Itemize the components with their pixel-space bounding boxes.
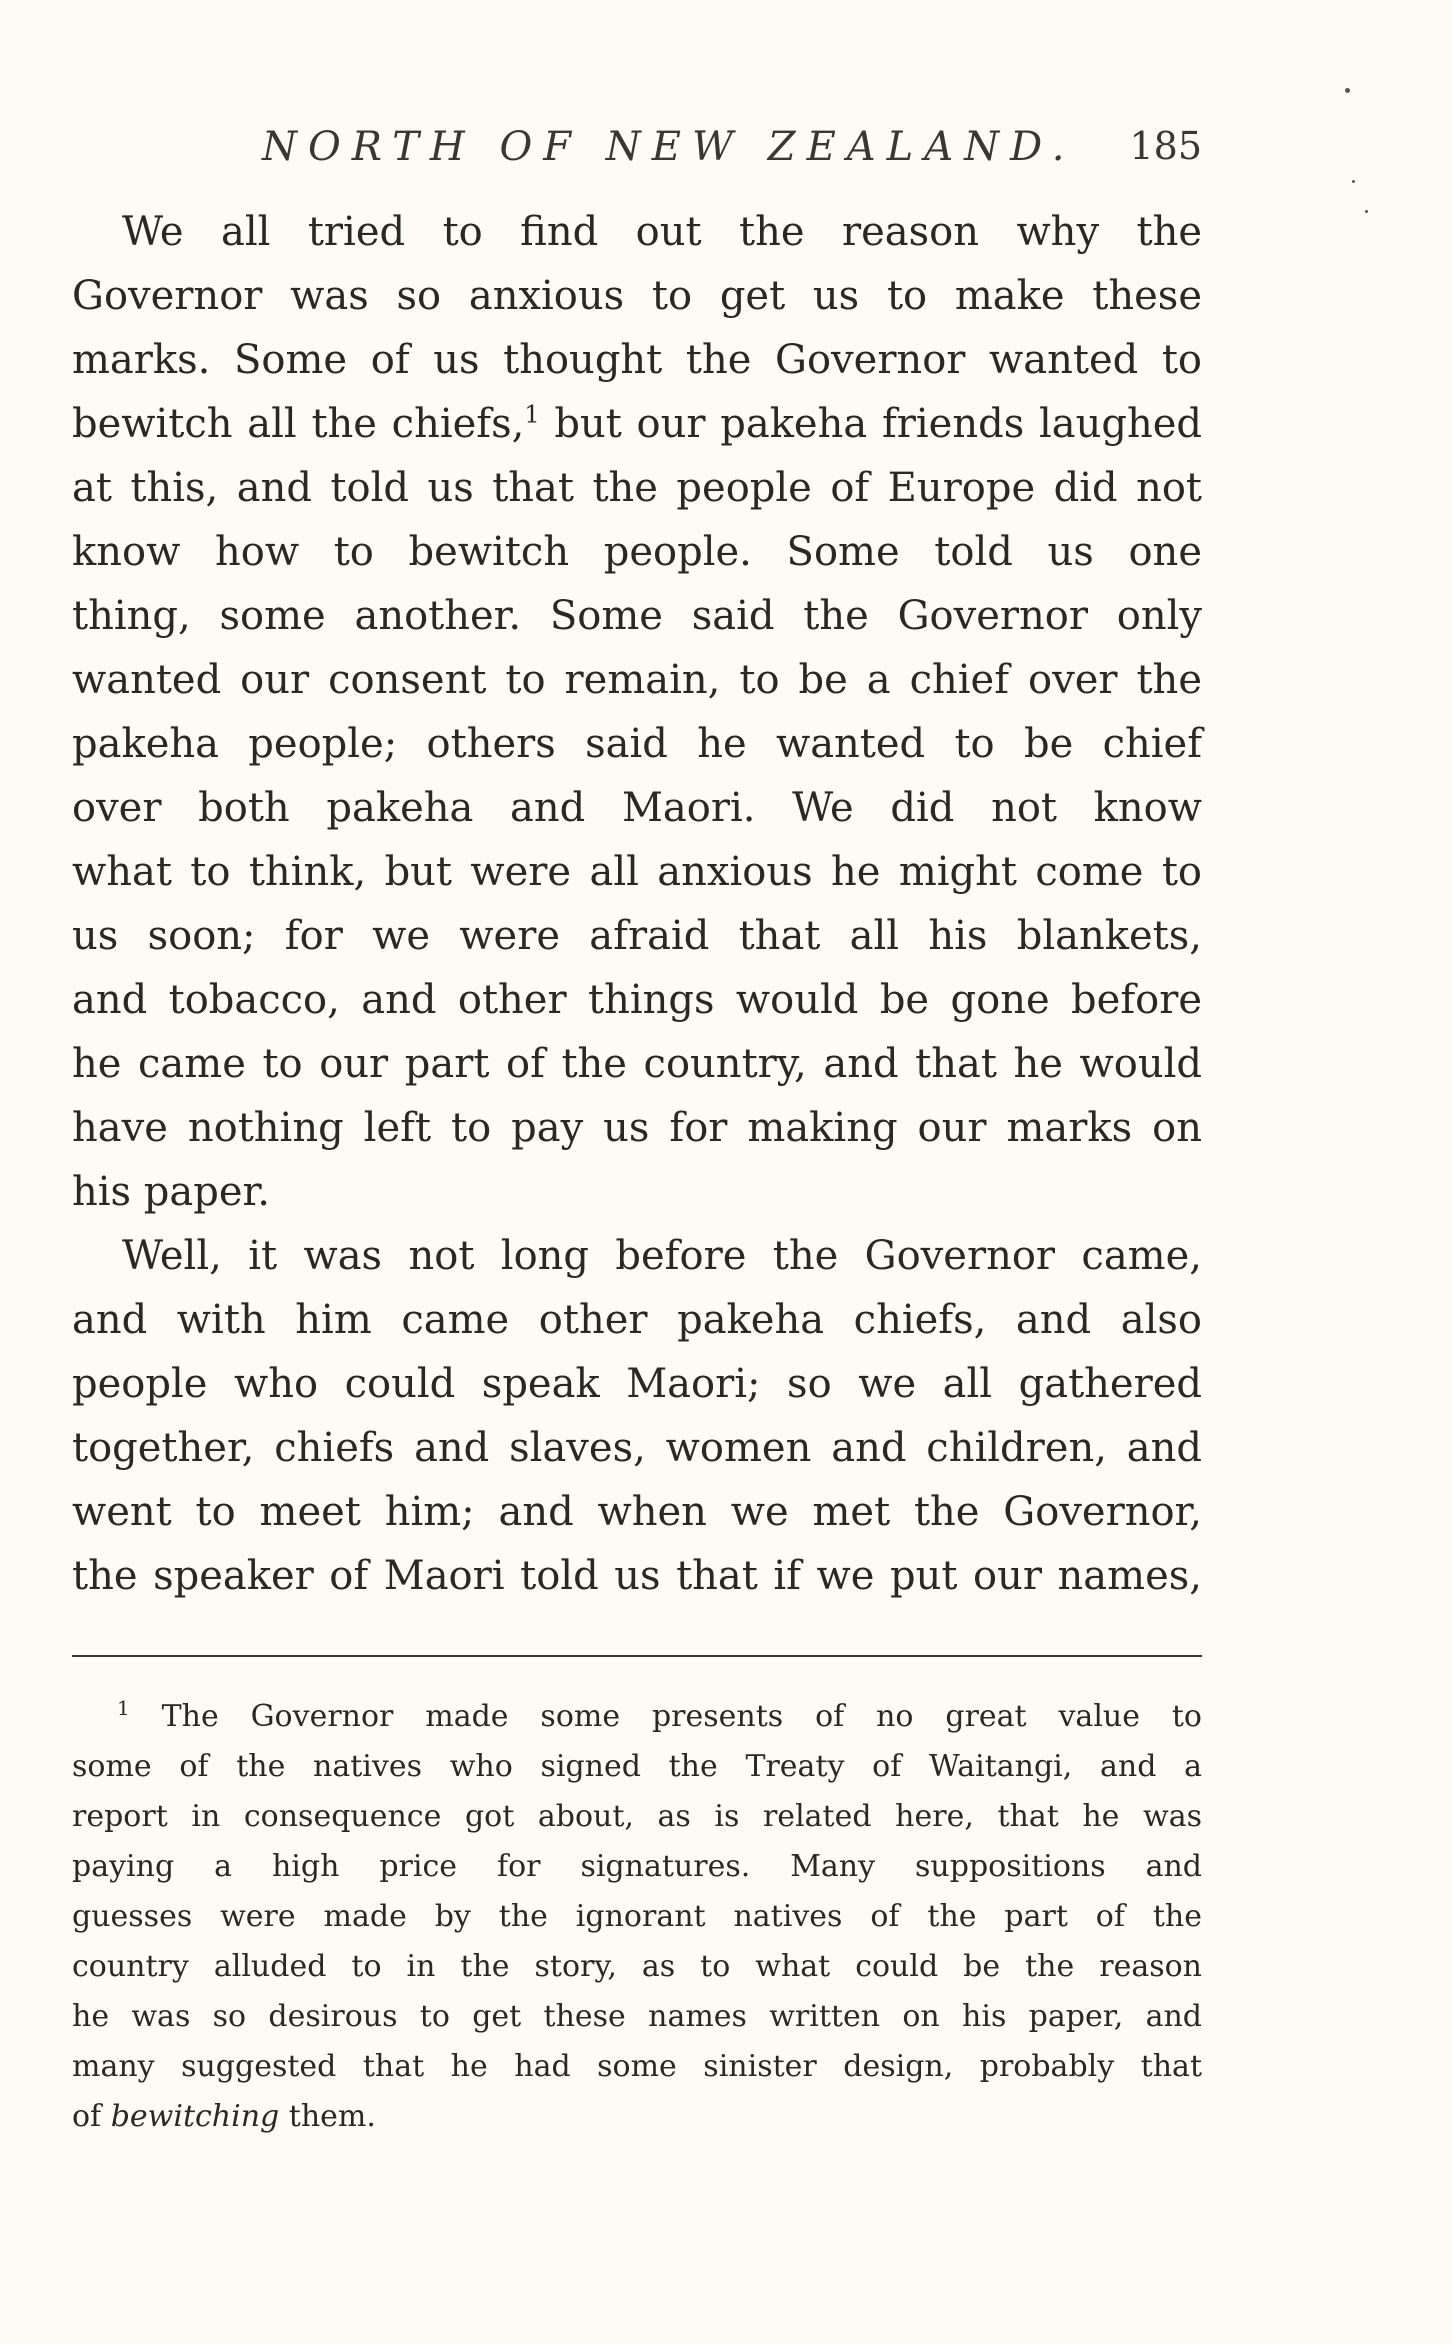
text-line: over both pakeha and Maori. We did not know	[72, 785, 1202, 831]
body-text	[72, 200, 1202, 1608]
text-line: us soon; for we were afraid that all his blankets,	[72, 913, 1202, 959]
text-line: and tobacco, and other things would be gone before	[72, 977, 1202, 1023]
text-line: he came to our part of the country, and that he would	[72, 1041, 1202, 1087]
footnote-line: some of the natives who signed the Treaty of Waitangi, and a	[72, 1749, 1202, 1784]
footnote-line: paying a high price for signatures. Many suppositions and	[72, 1849, 1202, 1884]
page-number: 185	[1129, 124, 1202, 168]
text-segment: but our pakeha friends laughed	[554, 401, 1202, 447]
text-line: people who could speak Maori; so we all gathered	[72, 1361, 1202, 1407]
page-header	[72, 124, 1202, 180]
footnote-line: country alluded to in the story, as to what could be the reason	[72, 1949, 1202, 1984]
text-line: know how to bewitch people. Some told us one	[72, 529, 1202, 575]
text-line: his paper.	[72, 1169, 270, 1215]
footnote	[72, 1692, 1202, 2142]
footnote-line: report in consequence got about, as is related here, that he was	[72, 1799, 1202, 1834]
running-title: NORTH OF NEW ZEALAND.	[262, 124, 1076, 170]
text-line: together, chiefs and slaves, women and children, and	[72, 1425, 1202, 1471]
text-segment: The Governor made some presents of no great value to	[161, 1699, 1202, 1734]
text-line: wanted our consent to remain, to be a chief over the	[72, 657, 1202, 703]
footnote-divider	[72, 1655, 1202, 1657]
text-line: pakeha people; others said he wanted to be chief	[72, 721, 1202, 767]
footnote-line: guesses were made by the ignorant natives of the part of the	[72, 1899, 1202, 1934]
footnote-line: he was so desirous to get these names written on his paper, and	[72, 1999, 1202, 2034]
text-segment: bewitch all the chiefs,	[72, 401, 525, 447]
text-line: what to think, but were all anxious he might come to	[72, 849, 1202, 895]
text-segment: of	[72, 2099, 102, 2134]
footnote-line	[72, 1692, 1202, 1742]
text-line: We all tried to find out the reason why the	[122, 209, 1202, 255]
text-line	[72, 392, 1202, 456]
text-line: Well, it was not long before the Governor came,	[122, 1233, 1202, 1279]
text-line: have nothing left to pay us for making our marks on	[72, 1105, 1202, 1151]
text-segment: them.	[288, 2099, 376, 2134]
text-line: and with him came other pakeha chiefs, and also	[72, 1297, 1202, 1343]
paper-speck	[1365, 210, 1368, 213]
footnote-line	[72, 2092, 1202, 2142]
footnote-line: many suggested that he had some sinister design, probably that	[72, 2049, 1202, 2084]
text-line: marks. Some of us thought the Governor wanted to	[72, 337, 1202, 383]
text-line: the speaker of Maori told us that if we put our names,	[72, 1553, 1202, 1599]
footnote-reference: 1	[524, 400, 540, 429]
text-line: thing, some another. Some said the Governor only	[72, 593, 1202, 639]
footnote-marker: 1	[117, 1696, 130, 1720]
text-line: at this, and told us that the people of Europe did not	[72, 465, 1202, 511]
paper-speck	[1345, 88, 1350, 93]
italic-word: bewitching	[110, 2099, 280, 2134]
text-line: Governor was so anxious to get us to make these	[72, 273, 1202, 319]
paper-speck	[1352, 180, 1355, 183]
text-line: went to meet him; and when we met the Governor,	[72, 1489, 1202, 1535]
